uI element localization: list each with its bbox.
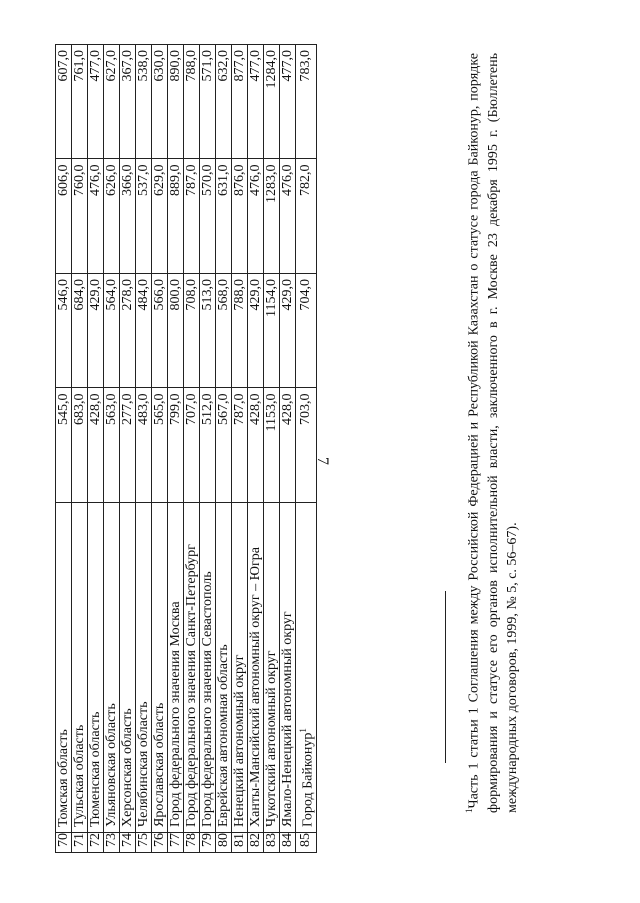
value-cell: 513,0 [200,274,216,389]
value-cell: 606,0 [56,159,72,274]
row-number: 80 [216,833,232,853]
value-cell: 477,0 [280,45,296,160]
value-cell: 476,0 [248,159,264,274]
region-name: Ульяновская область [104,703,119,827]
region-name-cell [264,503,280,833]
value-cell: 570,0 [200,159,216,274]
region-name: Город федерального значения Санкт-Петербург [184,544,199,827]
region-name: Город федерального значения Севастополь [200,571,215,827]
value-cell: 565,0 [152,388,168,503]
value-cell: 484,0 [136,274,152,389]
table-row [152,45,168,853]
region-name-cell [248,503,264,833]
row-number: 77 [168,833,184,853]
value-cell: 429,0 [88,274,104,389]
value-cell: 566,0 [152,274,168,389]
region-name: Еврейская автономная область [216,644,231,827]
value-cell: 367,0 [120,45,136,160]
region-name-cell [56,503,72,833]
table-row [248,45,264,853]
page-number: 7 [314,457,331,465]
table-row [216,45,232,853]
table-row [120,45,136,853]
row-number: 73 [104,833,120,853]
value-cell: 537,0 [136,159,152,274]
row-number: 71 [72,833,88,853]
value-cell: 626,0 [104,159,120,274]
value-cell: 428,0 [248,388,264,503]
table-body [56,45,317,853]
region-name: Город федерального значения Москва [168,601,183,827]
value-cell: 889,0 [168,159,184,274]
region-name-cell [104,503,120,833]
value-cell: 704,0 [296,274,317,389]
value-cell: 429,0 [248,274,264,389]
region-name: Ханты-Мансийский автономный округ – Югра [248,547,263,827]
value-cell: 476,0 [88,159,104,274]
region-name: Тульская область [72,724,87,827]
region-name-cell [200,503,216,833]
row-number: 81 [232,833,248,853]
value-cell: 366,0 [120,159,136,274]
table-row [200,45,216,853]
footnote-text: Часть 1 статьи 1 Соглашения между Российской Федерацией и Республикой Казахстан о статусе города Байконур, порядке формирования и статусе его органов исполнительной власти, заключенного в г. Москве 23 декабря 1995 г. (Бюллетень международных договоров, 1999, № 5, с. 56–67). [466,53,520,813]
region-name-cell [136,503,152,833]
region-name: Ярославская область [152,702,167,827]
region-name-cell [184,503,200,833]
region-name-cell [232,503,248,833]
value-cell: 683,0 [72,388,88,503]
value-cell: 538,0 [136,45,152,160]
value-cell: 477,0 [248,45,264,160]
value-cell: 787,0 [232,388,248,503]
table-row [296,45,317,853]
row-number: 79 [200,833,216,853]
value-cell: 428,0 [88,388,104,503]
value-cell: 545,0 [56,388,72,503]
value-cell: 761,0 [72,45,88,160]
value-cell: 684,0 [72,274,88,389]
region-name-cell [216,503,232,833]
region-name: Чукотский автономный округ [264,650,279,827]
region-name-cell [88,503,104,833]
region-name: Тюменская область [88,711,103,827]
value-cell: 429,0 [280,274,296,389]
region-name-cell [168,503,184,833]
table-row [56,45,72,853]
row-number: 78 [184,833,200,853]
value-cell: 632,0 [216,45,232,160]
value-cell: 567,0 [216,388,232,503]
region-values-table [55,44,317,853]
region-name: Челябинская область [136,701,151,827]
value-cell: 877,0 [232,45,248,160]
value-cell: 512,0 [200,388,216,503]
value-cell: 788,0 [184,45,200,160]
value-cell: 277,0 [120,388,136,503]
value-cell: 788,0 [232,274,248,389]
value-cell: 760,0 [72,159,88,274]
row-number: 76 [152,833,168,853]
region-name: Ненецкий автономный округ [232,654,247,827]
value-cell: 564,0 [104,274,120,389]
value-cell: 629,0 [152,159,168,274]
value-cell: 428,0 [280,388,296,503]
value-cell: 800,0 [168,274,184,389]
value-cell: 876,0 [232,159,248,274]
value-cell: 890,0 [168,45,184,160]
value-cell: 787,0 [184,159,200,274]
value-cell: 1284,0 [264,45,280,160]
value-cell: 627,0 [104,45,120,160]
row-number: 70 [56,833,72,853]
region-name: Город Байконур [300,732,316,827]
value-cell: 708,0 [184,274,200,389]
footnote-separator [445,591,446,763]
table-row [280,45,296,853]
row-number: 82 [248,833,264,853]
row-number: 72 [88,833,104,853]
footnote [460,53,522,813]
value-cell: 563,0 [104,388,120,503]
value-cell: 483,0 [136,388,152,503]
value-cell: 476,0 [280,159,296,274]
value-cell: 782,0 [296,159,317,274]
row-number: 74 [120,833,136,853]
row-number: 85 [296,833,317,853]
table-row [232,45,248,853]
value-cell: 278,0 [120,274,136,389]
table-row [168,45,184,853]
region-name-cell [296,503,317,833]
value-cell: 477,0 [88,45,104,160]
region-name-cell [152,503,168,833]
value-cell: 703,0 [296,388,317,503]
row-number: 84 [280,833,296,853]
region-name-cell [280,503,296,833]
value-cell: 631,0 [216,159,232,274]
row-number: 83 [264,833,280,853]
footnote-reference: 1 [298,728,308,733]
value-cell: 783,0 [296,45,317,160]
value-cell: 546,0 [56,274,72,389]
table-row [136,45,152,853]
value-cell: 571,0 [200,45,216,160]
value-cell: 1153,0 [264,388,280,503]
footnote-marker: 1 [464,808,474,813]
value-cell: 707,0 [184,388,200,503]
value-cell: 607,0 [56,45,72,160]
value-cell: 568,0 [216,274,232,389]
table-row [184,45,200,853]
region-name: Ямало-Ненецкий автономный округ [280,611,295,827]
region-name: Томская область [56,729,71,827]
row-number: 75 [136,833,152,853]
table-row [264,45,280,853]
value-cell: 799,0 [168,388,184,503]
table-row [88,45,104,853]
region-name-cell [72,503,88,833]
region-name: Херсонская область [120,708,135,827]
table-row [104,45,120,853]
region-name-cell [120,503,136,833]
value-cell: 1283,0 [264,159,280,274]
value-cell: 1154,0 [264,274,280,389]
table-row [72,45,88,853]
value-cell: 630,0 [152,45,168,160]
